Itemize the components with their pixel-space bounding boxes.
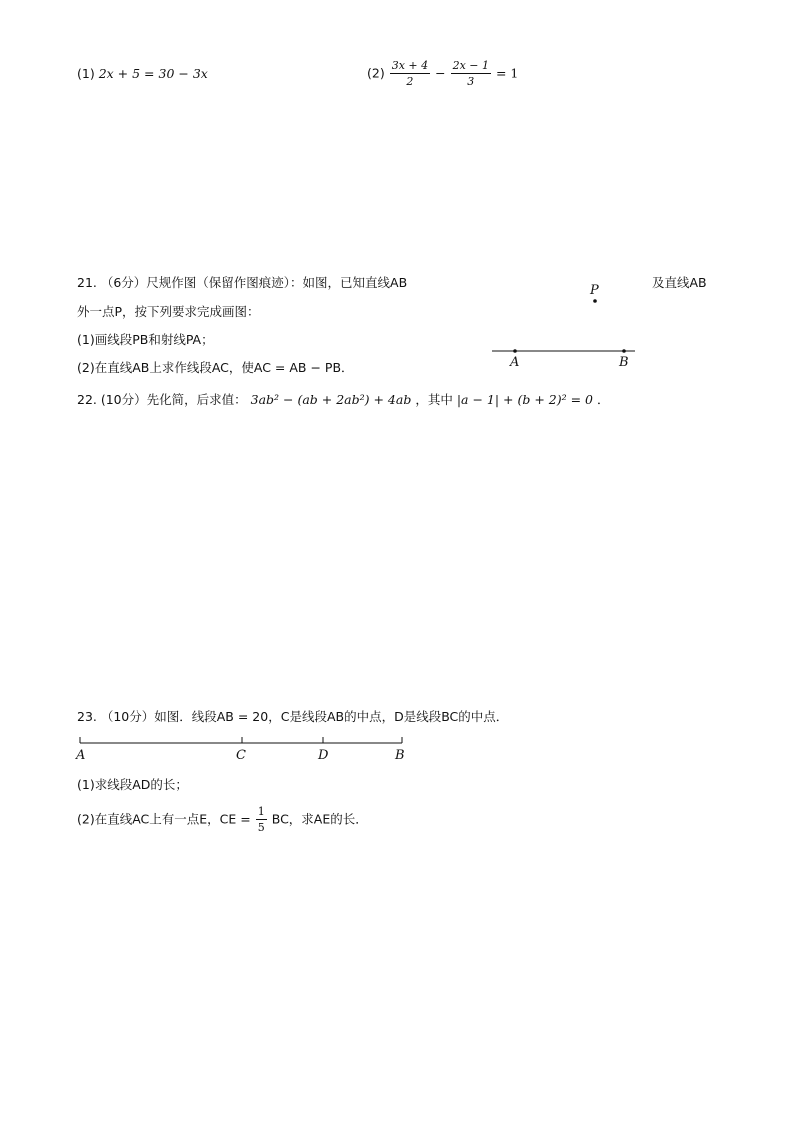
q20-part1-label: (1) <box>77 66 95 81</box>
q23-item2-end: BC，求AE的长． <box>271 811 368 827</box>
q20-part2-label: (2) <box>367 65 385 81</box>
q20-part2 <box>367 58 518 89</box>
q20-fraction-1 <box>390 58 430 89</box>
q23-line1: 23. （10分）如图．线段AB = 20，C是线段AB的中点，D是线段BC的中点． <box>77 709 509 724</box>
q20-part1-equation: 2x + 5 = 30 − 3x <box>98 66 208 81</box>
point-b-label: B <box>619 355 629 370</box>
point-a-label: A <box>510 355 520 370</box>
point-b-dot <box>622 349 626 353</box>
q23-figure <box>70 733 420 765</box>
q22-prefix: 22. (10分）先化简，后求值： <box>77 392 247 407</box>
q23-item1: (1)求线段AD的长； <box>77 777 188 792</box>
q21-line1-tail: 及直线AB <box>652 275 707 290</box>
q23-item2-start: (2)在直线AC上有一点E，CE = <box>77 811 251 827</box>
q22-condition: |a − 1| + (b + 2)² = 0 <box>456 392 594 407</box>
label-c: C <box>236 748 246 763</box>
q20-fraction-2-denominator: 3 <box>467 75 475 88</box>
label-b: B <box>395 748 405 763</box>
q21-line2: 外一点P，按下列要求完成画图： <box>77 304 260 319</box>
q21-line1: 21. （6分）尺规作图（保留作图痕迹）：如图，已知直线AB <box>77 275 408 290</box>
label-d: D <box>318 748 329 763</box>
q20-part1 <box>77 68 208 81</box>
q23-fraction-denominator: 5 <box>257 821 265 834</box>
q20-fraction-2-numerator: 2x − 1 <box>452 59 489 72</box>
q20-minus: − <box>435 65 446 81</box>
q20-fraction-1-numerator: 3x + 4 <box>391 59 429 72</box>
q21-item1: (1)画线段PB和射线PA； <box>77 332 214 347</box>
q22-expression: 3ab² − (ab + 2ab²) + 4ab <box>250 392 412 407</box>
q22-line <box>77 394 610 407</box>
q21-figure <box>480 275 650 375</box>
point-p-label: P <box>590 283 599 298</box>
q20-rhs: = 1 <box>495 65 519 81</box>
q23-fraction <box>256 804 267 835</box>
label-a: A <box>76 748 86 763</box>
q20-fraction-2 <box>451 58 491 89</box>
q22-condition-prefix: ，其中 <box>415 392 453 407</box>
q20-fraction-1-denominator: 2 <box>406 75 414 88</box>
q21-item2: (2)在直线AB上求作线段AC，使AC = AB − PB． <box>77 360 354 375</box>
point-a-dot <box>513 349 517 353</box>
q23-fraction-numerator: 1 <box>257 805 265 818</box>
point-p-dot <box>593 299 597 303</box>
q22-suffix: ． <box>597 392 610 407</box>
q23-item2 <box>77 804 368 835</box>
